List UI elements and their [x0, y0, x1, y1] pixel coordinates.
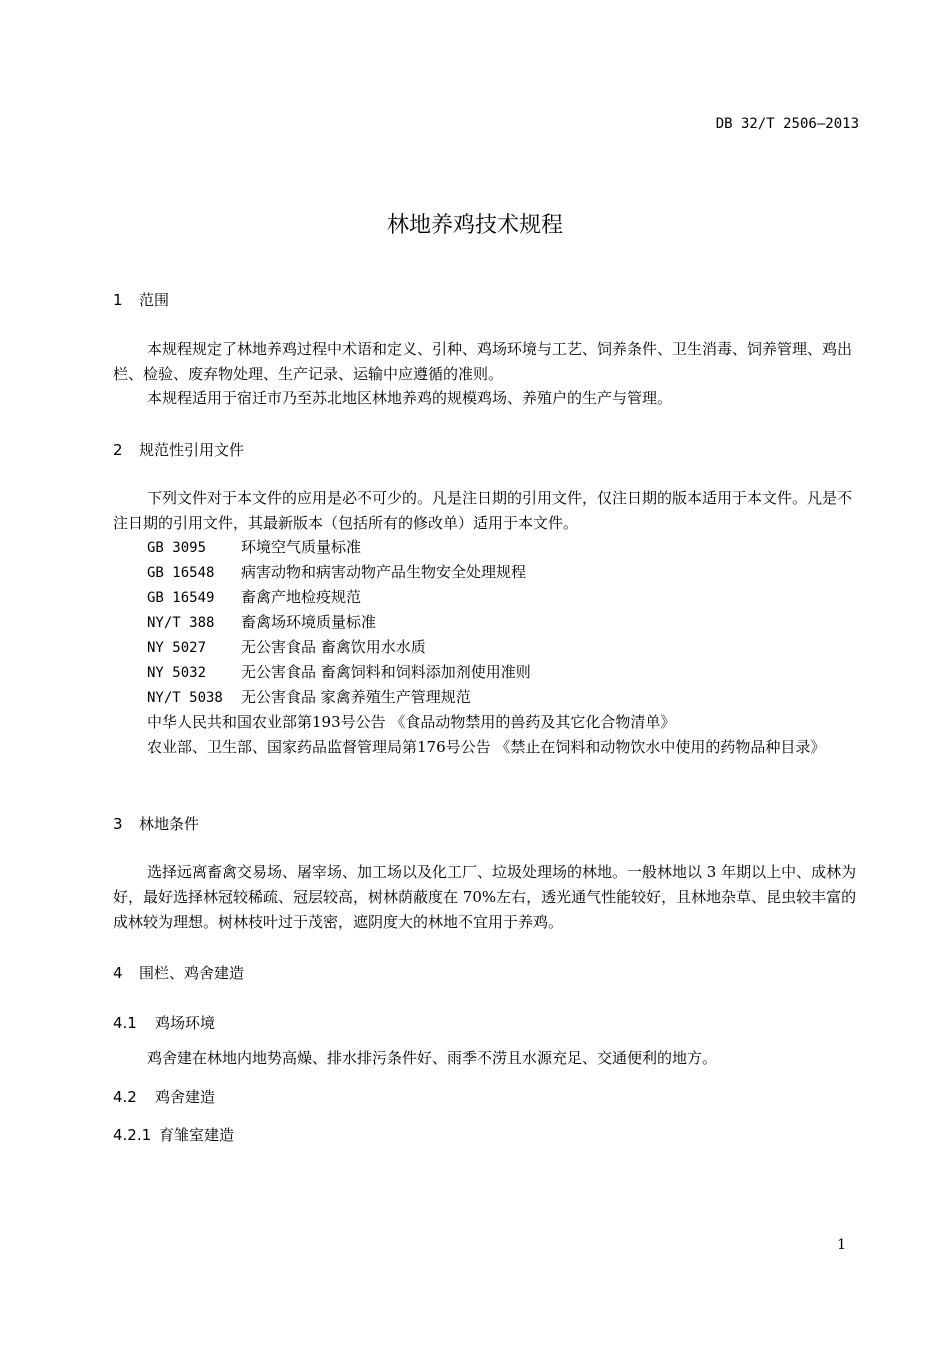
reference-item — [147, 536, 361, 557]
reference-name: 畜禽场环境质量标准 — [241, 613, 377, 631]
reference-code: GB 16549 — [147, 590, 215, 606]
section-title: 林地条件 — [139, 815, 200, 833]
section-title: 围栏、鸡舍建造 — [139, 964, 245, 982]
section-title: 范围 — [139, 291, 170, 309]
reference-name: 病害动物和病害动物产品生物安全处理规程 — [241, 563, 527, 581]
reference-name: 畜禽产地检疫规范 — [241, 588, 362, 606]
section-title: 鸡场环境 — [155, 1014, 216, 1032]
section-1-heading — [113, 289, 169, 310]
section-title: 鸡舍建造 — [155, 1088, 216, 1106]
page-number: 1 — [837, 1237, 846, 1253]
page-title: 林地养鸡技术规程 — [386, 213, 563, 238]
reference-item — [147, 661, 531, 682]
section-4-heading — [113, 962, 244, 983]
section-title: 规范性引用文件 — [139, 441, 245, 459]
reference-item — [147, 561, 526, 582]
section-number: 4.2.1 — [113, 1126, 152, 1144]
subsection-4-2-heading — [113, 1086, 215, 1107]
reference-item — [147, 636, 426, 657]
standard-number: DB 32/T 2506—2013 — [715, 116, 859, 132]
reference-name: 无公害食品 畜禽饲料和饲料添加剂使用准则 — [241, 663, 531, 681]
reference-code: GB 16548 — [147, 565, 215, 581]
paragraph: 本规程适用于宿迁市乃至苏北地区林地养鸡的规模鸡场、养殖户的生产与管理。 — [147, 389, 673, 407]
subsection-4-2-1-heading — [113, 1124, 234, 1145]
paragraph: 选择远离畜禽交易场、屠宰场、加工场以及化工厂、垃圾处理场的林地。一般林地以 3 年期以上中、成林为好，最好选择林冠较稀疏、冠层较高，树林荫蔽度在 70%左右，透光通气性能较好，且林地杂草、昆虫较丰富的成林较为理想。树林枝叶过于茂密，遮阴度大的林地不宜用于养鸡。 — [113, 863, 857, 931]
section-3-heading — [113, 813, 199, 834]
paragraph: 下列文件对于本文件的应用是必不可少的。凡是注日期的引用文件，仅注日期的版本适用于本文件。凡是不注日期的引用文件，其最新版本（包括所有的修改单）适用于本文件。 — [113, 489, 853, 532]
reference-code: NY/T 388 — [147, 615, 215, 631]
section-number: 1 — [113, 291, 123, 309]
section-2-heading — [113, 439, 244, 460]
section-number: 4 — [113, 964, 123, 982]
notice-item: 农业部、卫生部、国家药品监督管理局第176号公告 《禁止在饲料和动物饮水中使用的药物品种目录》 — [147, 738, 826, 756]
section-number: 2 — [113, 441, 123, 459]
reference-item — [147, 611, 376, 632]
reference-name: 无公害食品 家禽养殖生产管理规范 — [241, 688, 471, 706]
subsection-4-1-heading — [113, 1012, 215, 1033]
reference-name: 环境空气质量标准 — [241, 538, 362, 556]
section-title: 育雏室建造 — [159, 1126, 235, 1144]
reference-item — [147, 686, 471, 707]
section-number: 4.1 — [113, 1014, 137, 1032]
notice-item: 中华人民共和国农业部第193号公告 《食品动物禁用的兽药及其它化合物清单》 — [147, 713, 676, 731]
reference-code: NY/T 5038 — [147, 690, 223, 706]
paragraph: 鸡舍建在林地内地势高燥、排水排污条件好、雨季不涝且水源充足、交通便利的地方。 — [147, 1049, 718, 1067]
reference-code: GB 3095 — [147, 540, 207, 556]
paragraph: 本规程规定了林地养鸡过程中术语和定义、引种、鸡场环境与工艺、饲养条件、卫生消毒、饲养管理、鸡出栏、检验、废弃物处理、生产记录、运输中应遵循的准则。 — [113, 340, 853, 383]
reference-code: NY 5027 — [147, 640, 207, 656]
reference-name: 无公害食品 畜禽饮用水水质 — [241, 638, 426, 656]
section-number: 3 — [113, 815, 123, 833]
reference-code: NY 5032 — [147, 665, 207, 681]
reference-item — [147, 586, 361, 607]
section-number: 4.2 — [113, 1088, 137, 1106]
